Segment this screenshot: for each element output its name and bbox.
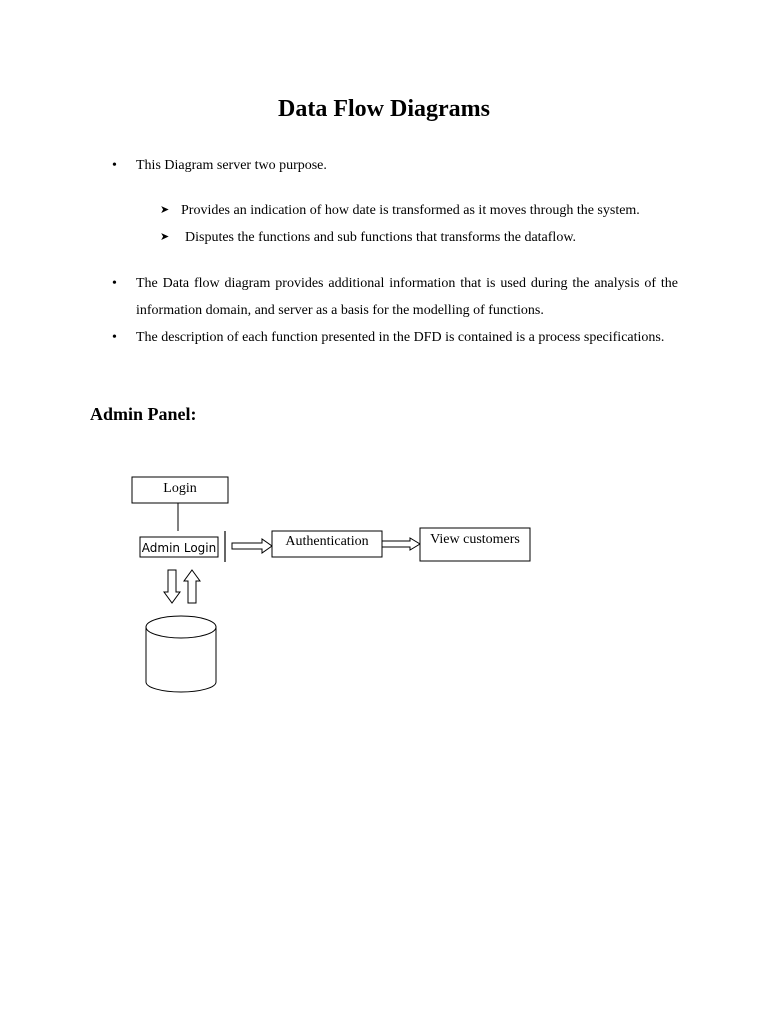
bullet-text: The description of each function presented in the DFD is contained is a process specifications.: [136, 330, 665, 345]
arrow-bullet-icon: ➤: [160, 204, 170, 216]
admin-login-label: Admin Login: [141, 541, 217, 555]
admin-login-box: [140, 537, 218, 557]
view-customers-label: View customers: [430, 532, 520, 547]
arrow-bullet-icon: ➤: [160, 231, 170, 243]
bullet-icon: •: [112, 158, 117, 173]
section-heading: Admin Panel:: [90, 404, 197, 424]
login-label: Login: [163, 481, 197, 496]
page-title: Data Flow Diagrams: [278, 96, 490, 122]
bullet-text: This Diagram server two purpose.: [136, 158, 327, 173]
authentication-box: [272, 531, 382, 557]
sub-point-text: Provides an indication of how date is transformed as it moves through the system.: [181, 203, 640, 218]
flow-arrow-right-icon: [382, 538, 420, 550]
login-box: [132, 477, 228, 503]
sub-point-text: Disputes the functions and sub functions that transforms the dataflow.: [185, 230, 577, 245]
flow-arrow-right-icon: [232, 539, 272, 553]
bullet-text: The Data flow diagram provides additional information that is used during the analysis of the information domain, and server as a basis for the modelling of functions.: [136, 276, 678, 318]
view-customers-box: [420, 528, 530, 561]
authentication-label: Authentication: [285, 534, 369, 549]
database-icon: [146, 616, 216, 692]
bullet-icon: •: [112, 330, 117, 345]
bullet-icon: •: [112, 276, 117, 291]
flow-arrow-down-icon: [164, 570, 180, 603]
flow-arrow-up-icon: [184, 570, 200, 603]
